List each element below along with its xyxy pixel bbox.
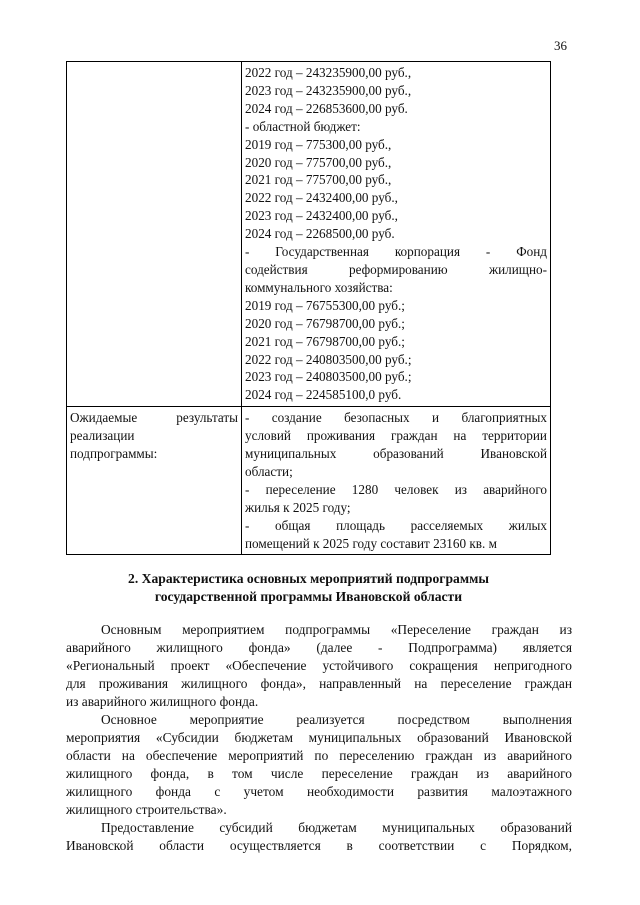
fund-heading-line: коммунального хозяйства: [245,279,393,295]
funding-line: 2023 год – 240803500,00 руб.; [245,369,412,385]
funding-line: 2024 год – 224585100,0 руб. [245,387,402,403]
funding-line: 2022 год – 240803500,00 руб.; [245,351,412,367]
body-line: области на обеспечение мероприятий по переселению граждан из аварийного [66,748,572,763]
body-line: Ивановской области осуществляется в соответствии с Порядком, [66,838,572,853]
body-line: для проживания жилищного фонда», направленный на переселение граждан [66,676,572,691]
results-label-cell [67,407,242,555]
body-line: жилищного фонда с учетом необходимости развития малоэтажного [66,784,572,799]
funding-line: 2020 год – 775700,00 руб., [245,154,392,170]
result-line: - общая площадь расселяемых жилых [245,517,547,533]
section-title [66,570,551,606]
body-line: аварийного жилищного фонда» (далее - Подпрограмма) является [66,640,572,655]
results-label-line: Ожидаемые результаты [70,410,238,426]
body-line: «Региональный проект «Обеспечение устойчивого сокращения непригодного [66,658,572,673]
regional-budget-heading: - областной бюджет: [245,118,361,134]
program-passport-table [66,61,551,555]
result-line: - создание безопасных и благоприятных [245,410,547,426]
result-line: жилья к 2025 году; [245,499,351,515]
funding-line: 2022 год – 2432400,00 руб., [245,190,398,206]
section-title-line: государственной программы Ивановской области [154,589,463,604]
funding-label-cell [67,62,242,407]
body-line: из аварийного жилищного фонда. [66,694,259,709]
body-line: мероприятия «Субсидии бюджетам муниципальных образований Ивановской [66,730,572,745]
results-row [67,407,551,555]
funding-line: 2023 год – 243235900,00 руб., [245,82,412,98]
result-line: условий проживания граждан на территории [245,428,547,444]
body-text [66,621,572,855]
funding-line: 2024 год – 2268500,00 руб. [245,226,395,242]
funding-line: 2021 год – 76798700,00 руб.; [245,333,405,349]
body-line: Основным мероприятием подпрограммы «Переселение граждан из [101,622,572,637]
funding-row [67,62,551,407]
body-line: Основное мероприятие реализуется посредством выполнения [101,712,572,727]
funding-line: 2019 год – 76755300,00 руб.; [245,297,405,313]
funding-line: 2023 год – 2432400,00 руб., [245,208,398,224]
fund-heading-line: содействия реформированию жилищно- [245,261,547,277]
funding-values-cell [242,62,551,407]
results-values-cell [242,407,551,555]
funding-line: 2019 год – 775300,00 руб., [245,136,392,152]
result-line: муниципальных образований Ивановской [245,446,547,462]
result-line: помещений к 2025 году составит 23160 кв. м [245,535,497,551]
funding-line: 2020 год – 76798700,00 руб.; [245,315,405,331]
funding-line: 2024 год – 226853600,00 руб. [245,100,408,116]
body-line: жилищного фонда, в том числе переселение граждан из аварийного [66,766,572,781]
section-title-line: 2. Характеристика основных мероприятий подпрограммы [128,571,489,586]
result-line: области; [245,463,293,479]
body-line: Предоставление субсидий бюджетам муниципальных образований [101,820,572,835]
body-line: жилищного строительства». [66,802,227,817]
funding-line: 2021 год – 775700,00 руб., [245,172,392,188]
page-number: 36 [554,38,567,53]
fund-heading-line: - Государственная корпорация - Фонд [245,244,547,260]
result-line: - переселение 1280 человек из аварийного [245,481,547,497]
results-label-line: реализации [70,428,135,444]
results-label-line: подпрограммы: [70,446,158,462]
funding-line: 2022 год – 243235900,00 руб., [245,65,412,80]
